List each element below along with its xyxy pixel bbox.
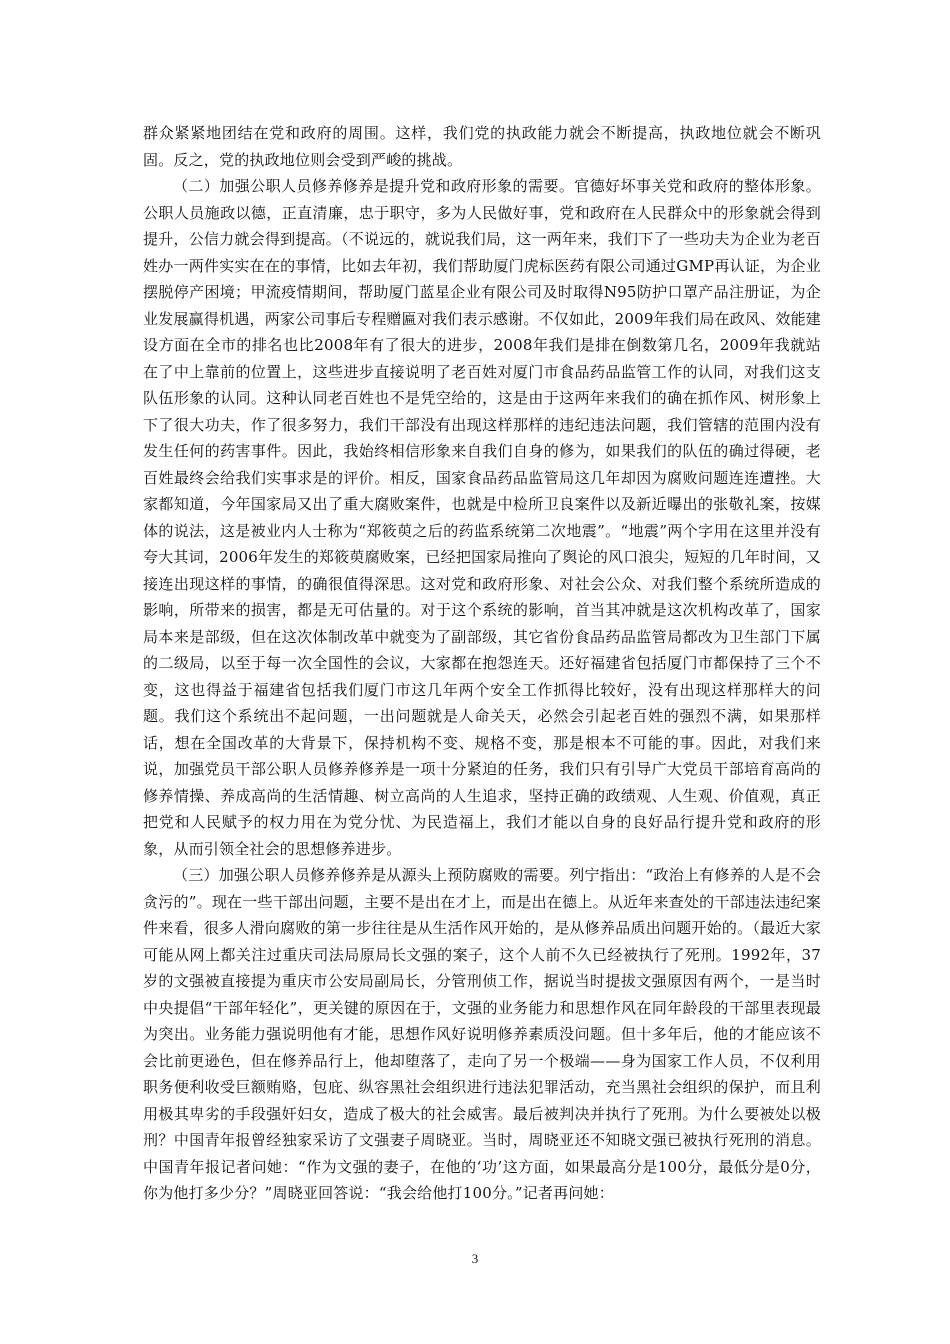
paragraph-section-three: （三）加强公职人员修养修养是从源头上预防腐败的需要。列宁指出：“政治上有修养的人是不会贪污的”。现在一些干部出问题，主要不是出在才上，而是出在德上。从近年来查处的干部违法违纪案件来看，很多人滑向腐败的第一步往往是从生活作风开始的，是从修养品质出问题开始的。（最近大家可能从网上都关注过重庆司法局原局长文强的案子，这个人前不久已经被执行了死刑。1992年，37岁的文强被直接提为重庆市公安局副局长，分管刑侦工作，据说当时提拔文强原因有两个，一是当时中央提倡“干部年轻化”，更关键的原因在于，文强的业务能力和思想作风在同年龄段的干部里表现最为突出。业务能力强说明他有才能，思想作风好说明修养素质没问题。但十多年后，他的才能应该不会比前更逊色，但在修养品行上，他却堕落了，走向了另一个极端——身为国家工作人员，不仅利用职务便利收受巨额贿赂，包庇、纵容黑社会组织进行违法犯罪活动，充当黑社会组织的保护，而且利用极其卑劣的手段强奸妇女，造成了极大的社会威害。最后被判决并执行了死刑。为什么要被处以极刑？中国青年报曾经独家采访了文强妻子周晓亚。当时，周晓亚还不知晓文强已被执行死刑的消息。中国青年报记者问她：“作为文强的妻子，在他的‘功’这方面，如果最高分是100分，最低分是0分，你为他打多少分？”周晓亚回答说：“我会给他打100分。”记者再问她： bbox=[143, 866, 821, 1202]
paragraph-section-two: （二）加强公职人员修养修养是提升党和政府形象的需要。官德好坏事关党和政府的整体形象。公职人员施政以德，正直清廉，忠于职守，多为人民做好事，党和政府在人民群众中的形象就会得到提升，公信力就会得到提高。（不说远的，就说我们局，这一两年来，我们下了一些功夫为企业为老百姓办一两件实实在在的事情，比如去年初，我们帮助厦门虎标医药有限公司通过GMP再认证，为企业摆脱停产困境；甲流疫情期间，帮助厦门蓝星企业有限公司及时取得N95防护口罩产品注册证，为企业发展赢得机遇，两家公司事后专程赠匾对我们表示感谢。不仅如此，2009年我们局在政风、效能建设方面在全市的排名也比2008年有了很大的进步，2008年我们是排在倒数第几名，2009年我就站在了中上靠前的位置上，这些进步直接说明了老百姓对厦门市食品药品监管工作的认同，对我们这支队伍形象的认同。这种认同老百姓也不是凭空给的，这是由于这两年来我们的确在抓作风、树形象上下了很大功夫，作了很多努力，我们干部没有出现这样那样的违纪违法问题，我们管辖的范围内没有发生任何的药害事件。因此，我始终相信形象来自我们自身的修为，如果我们的队伍的确过得硬，老百姓最终会给我们实事求是的评价。相反，国家食品药品监管局这几年却因为腐败问题连连遭挫。大家都知道，今年国家局又出了重大腐败案件，也就是中检所卫良案件以及新近曝出的张敬礼案，按媒体的说法，这是被业内人士称为“郑筱萸之后的药监系统第二次地震”。“地震”两个字用在这里并没有夸大其词，2006年发生的郑筱萸腐败案，已经把国家局推向了舆论的风口浪尖，短短的几年时间，又接连出现这样的事情，的确很值得深思。这对党和政府形象、对社会公众、对我们整个系统所造成的影响，所带来的损害，都是无可估量的。对于这个系统的影响，首当其冲就是这次机构改革了，国家局本来是部级，但在这次体制改革中就变为了副部级，其它省份食品药品监管局都改为卫生部门下属的二级局，以至于每一次全国性的会议，大家都在抱怨连天。还好福建省包括厦门市都保持了三个不变，这也得益于福建省包括我们厦门市这几年两个安全工作抓得比较好，没有出现这样那样大的问题。我们这个系统出不起问题，一出问题就是人命关天，必然会引起老百姓的强烈不满，如果那样话，想在全国改革的大背景下，保持机构不变、规格不变，那是根本不可能的事。因此，对我们来说，加强党员干部公职人员修养修养是一项十分紧迫的任务，我们只有引导广大党员干部培育高尚的修养情操、养成高尚的生活情趣、树立高尚的人生追求，坚持正确的政绩观、人生观、价值观，真正把党和人民赋予的权力用在为党分忧、为民造福上，我们才能以自身的良好品行提升党和政府的形象，从而引领全社会的思想修养进步。 bbox=[143, 177, 821, 858]
page-number: 3 bbox=[471, 1251, 479, 1266]
paragraph-continuation: 群众紧紧地团结在党和政府的周围。这样，我们党的执政能力就会不断提高，执政地位就会不断巩固。反之，党的执政地位则会受到严峻的挑战。 bbox=[143, 124, 821, 169]
body-text bbox=[143, 120, 821, 1207]
